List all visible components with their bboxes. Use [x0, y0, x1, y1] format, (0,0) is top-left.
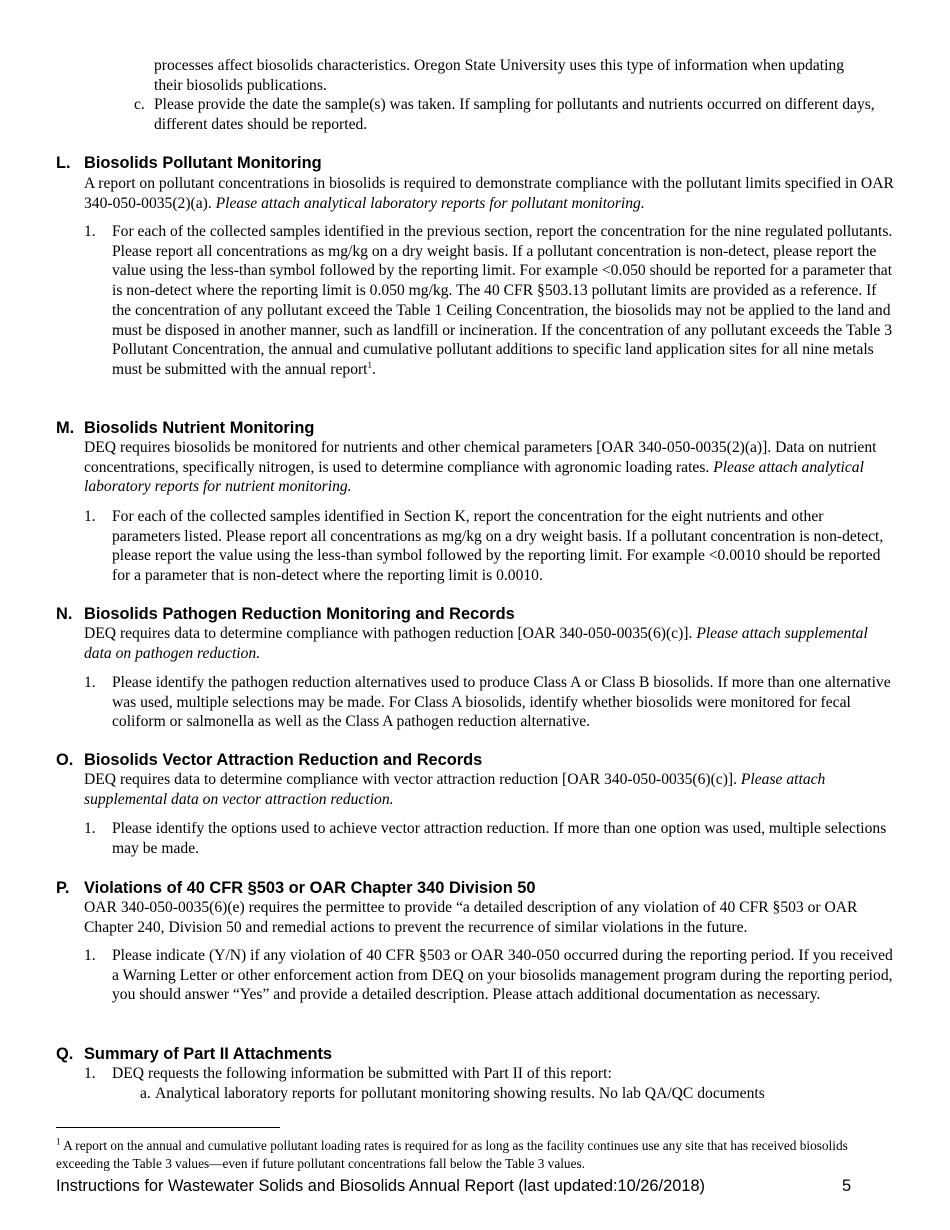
- intro-italic-text: Please attach analytical laboratory reports for pollutant monitoring.: [215, 194, 645, 212]
- item-body: For each of the collected samples identified in the previous section, report the concentration for the nine regulated pollutants. Please report all concentrations as mg/kg on a dry weight basis. If a pollutant concentration is non-detect, please report the value using the less-than symbol followed by the reporting limit. For example <0.050 should be reported for a parameter that is non-detect where the reporting limit is 0.050 mg/kg. The 40 CFR §503.13 pollutant limits are provided as a reference. If the concentration of any pollutant exceed the Table 1 Ceiling Concentration, the biosolids may not be applied to the land and must be disposed in another manner, such as landfill or incineration. If the concentration of any pollutant exceeds the Table 3 Pollutant Concentration, the annual and cumulative pollutant additions to specific land application sites for all nine metals must be submitted with the annual report: [112, 223, 893, 378]
- intro-italic-text: Please attach supplemental data on pathogen reduction.: [84, 625, 868, 662]
- footnote-mark: 1: [56, 1136, 61, 1147]
- section-letter: O.: [56, 751, 74, 769]
- numbered-item-l1: [84, 222, 894, 380]
- item-text: [112, 222, 894, 380]
- section-intro-n: [84, 624, 894, 663]
- section-title: Summary of Part II Attachments: [84, 1045, 333, 1063]
- sub-item-q1a: [140, 1084, 880, 1104]
- section-letter: L.: [56, 154, 71, 172]
- numbered-item-n1: [84, 673, 894, 732]
- item-end: .: [372, 360, 376, 378]
- list-item-text: Please provide the date the sample(s) was taken. If sampling for pollutants and nutrients occurred on different days, different dates should be reported.: [154, 96, 875, 133]
- sub-item-text: Analytical laboratory reports for pollutant monitoring showing results. No lab QA/QC documents: [155, 1085, 765, 1102]
- list-item-c: [134, 95, 894, 134]
- item-text: Please identify the options used to achieve vector attraction reduction. If more than one option was used, multiple selections may be made.: [112, 820, 887, 857]
- list-item-label: c.: [134, 96, 145, 113]
- intro-text: A report on pollutant concentrations in biosolids is required to demonstrate compliance with the pollutant limits specified in OAR 340-050-0035(2)(a).: [84, 175, 894, 212]
- numbered-item-m1: [84, 507, 894, 586]
- section-heading-p: [56, 878, 856, 898]
- section-title: Biosolids Vector Attraction Reduction and Records: [84, 751, 483, 769]
- item-number: 1.: [84, 947, 96, 964]
- section-letter: N.: [56, 605, 73, 623]
- section-letter: M.: [56, 419, 75, 437]
- intro-text: DEQ requires biosolids be monitored for nutrients and other chemical parameters [OAR 340-050-0035(2)(a)]. Data on nutrient concentrations, specifically nitrogen, is used to determine compliance with agronomic loading rates.: [84, 439, 877, 476]
- item-number: 1.: [84, 223, 96, 240]
- intro-text: DEQ requires data to determine compliance with vector attraction reduction [OAR 340-050-0035(6)(c)].: [84, 771, 737, 788]
- section-title: Violations of 40 CFR §503 or OAR Chapter 340 Division 50: [84, 879, 536, 897]
- intro-italic-text: Please attach analytical laboratory reports for nutrient monitoring.: [84, 458, 864, 496]
- item-number: 1.: [84, 1065, 96, 1082]
- sub-item-label: a.: [140, 1085, 151, 1102]
- item-number: 1.: [84, 820, 96, 837]
- intro-text: OAR 340-050-0035(6)(e) requires the permittee to provide “a detailed description of any violation of 40 CFR §503 or OAR Chapter 240, Division 50 and remedial actions to prevent the recurrence of similar violations in the future.: [84, 899, 858, 936]
- continuation-paragraph: processes affect biosolids characteristics. Oregon State University uses this type of information when updating their biosolids publications.: [154, 57, 845, 94]
- section-intro-l: [84, 174, 894, 213]
- item-text: Please identify the pathogen reduction alternatives used to produce Class A or Class B biosolids. If more than one alternative was used, multiple selections may be made. For Class A biosolids, identify whether biosolids were monitored for fecal coliform or salmonella as well as the Class A pathogen reduction alternative.: [112, 674, 891, 731]
- section-title: Biosolids Pathogen Reduction Monitoring and Records: [84, 605, 515, 623]
- footnote-text: A report on the annual and cumulative pollutant loading rates is required for as long as the facility continues use any site that has received biosolids exceeding the Table 3 values—even if future pollutant concentrations fall below the Table 3 values.: [56, 1138, 848, 1171]
- footnote: [56, 1137, 896, 1172]
- section-letter: P.: [56, 879, 70, 897]
- numbered-item-q1: [84, 1064, 894, 1084]
- footnote-divider: [56, 1127, 280, 1128]
- section-heading-l: [56, 153, 856, 173]
- section-title: Biosolids Pollutant Monitoring: [84, 154, 322, 172]
- section-intro-o: [84, 770, 894, 809]
- page-number: 5: [842, 1177, 852, 1195]
- numbered-item-o1: [84, 819, 894, 858]
- item-number: 1.: [84, 508, 96, 525]
- intro-italic-text: Please attach supplemental data on vector attraction reduction.: [84, 771, 826, 808]
- section-heading-o: [56, 750, 856, 770]
- section-heading-n: [56, 604, 856, 624]
- section-heading-q: [56, 1044, 856, 1064]
- item-text: For each of the collected samples identified in Section K, report the concentration for the eight nutrients and other parameters listed. Please report all concentrations as mg/kg on a dry weight basis. If a pollutant concentration is non-detect, please report the value using the less-than symbol followed by the reporting limit. For example <0.0010 should be reported for a parameter that is non-detect where the reporting limit is 0.0010.: [112, 508, 884, 585]
- section-intro-m: [84, 438, 894, 497]
- numbered-item-p1: [84, 946, 894, 1005]
- section-title: Biosolids Nutrient Monitoring: [84, 419, 315, 437]
- page-footer-title: Instructions for Wastewater Solids and Biosolids Annual Report (last updated:10/26/2018): [56, 1177, 706, 1195]
- item-number: 1.: [84, 674, 96, 691]
- item-text: DEQ requests the following information be submitted with Part II of this report:: [112, 1065, 612, 1082]
- section-intro-p: [84, 898, 894, 937]
- section-heading-m: [56, 418, 856, 438]
- section-letter: Q.: [56, 1045, 74, 1063]
- item-text: Please indicate (Y/N) if any violation of 40 CFR §503 or OAR 340-050 occurred during the reporting period. If you received a Warning Letter or other enforcement action from DEQ on your biosolids management program during the reporting period, you should answer “Yes” and provide a detailed description. Please attach additional documentation as necessary.: [112, 947, 893, 1004]
- footnote-ref: 1: [367, 359, 373, 370]
- intro-text: DEQ requires data to determine compliance with pathogen reduction [OAR 340-050-0035(6)(c)].: [84, 625, 693, 642]
